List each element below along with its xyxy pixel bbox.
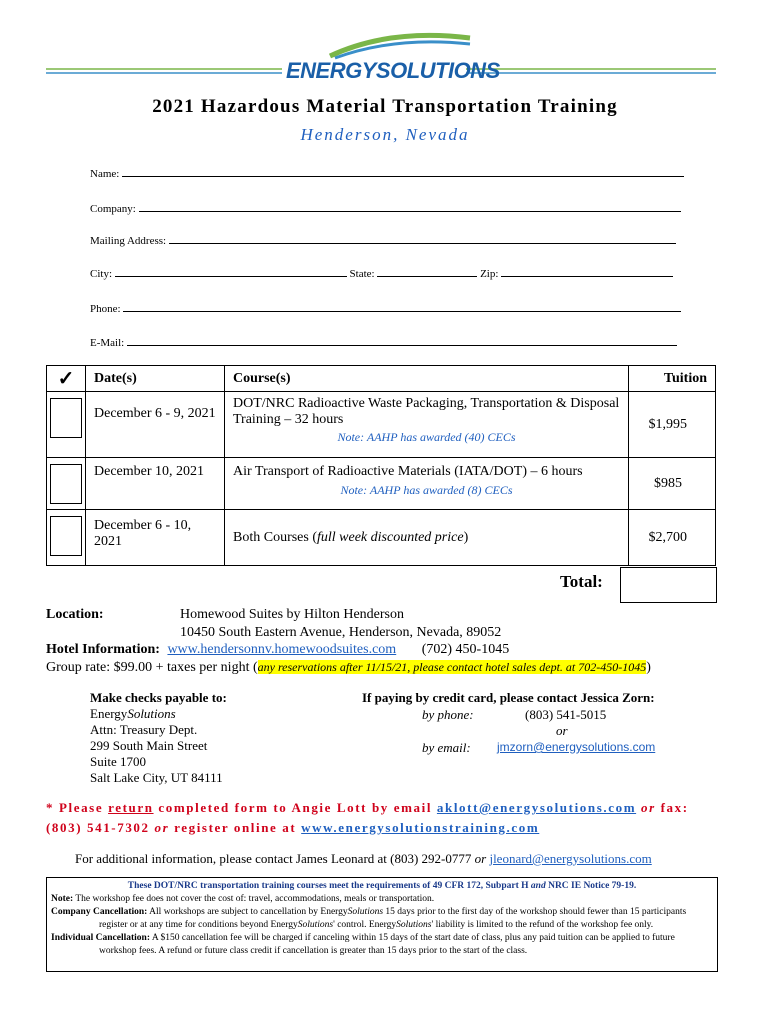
course-note: Note: AAHP has awarded (40) CECs <box>337 430 516 444</box>
phone-label: Phone: <box>90 303 121 315</box>
notice-box <box>46 877 718 972</box>
course-checkbox[interactable] <box>50 464 82 504</box>
credit-phone: (803) 541-5015 <box>525 707 607 722</box>
reservation-note-highlight: any reservations after 11/15/21, please contact hotel sales dept. at 702-450-1045 <box>257 660 647 674</box>
company-label: Company: <box>90 203 136 215</box>
checks-heading: Make checks payable to: <box>90 690 227 705</box>
total-field[interactable] <box>620 567 717 603</box>
email-label: E-Mail: <box>90 337 125 349</box>
notice-individual-cancellation: Individual Cancellation: A $150 cancellation fee will be charged if canceling within 15 days of the start date of class, plus any paid tuition can be applied to future workshop fees. A refund or future class credit if cancellation is greater than 15 days prior to the start of the class. <box>51 933 675 956</box>
checks-street: 299 South Main Street <box>90 738 208 753</box>
dates-header: Date(s) <box>86 366 225 392</box>
checks-block <box>90 690 227 786</box>
table-row <box>47 510 716 566</box>
mailing-address-field[interactable] <box>90 233 676 247</box>
table-header-row <box>47 366 716 392</box>
course-name: DOT/NRC Radioactive Waste Packaging, Transportation & Disposal Training – 32 hours <box>233 396 620 427</box>
course-tuition: $985 <box>629 458 716 510</box>
checks-suite: Suite 1700 <box>90 754 146 769</box>
group-rate-row: Group rate: $99.00 + taxes per night (any reservations after 11/15/21, please contact hotel sales dept. at 702-450-1045) <box>46 660 651 675</box>
credit-email-link[interactable]: jmzorn@energysolutions.com <box>497 740 656 754</box>
credit-by-phone-label: by phone: <box>422 707 474 722</box>
email-field[interactable] <box>90 335 677 349</box>
hotel-url-link[interactable]: www.hendersonnv.homewoodsuites.com <box>167 642 397 657</box>
notice-company-cancellation: Company Cancellation: All workshops are subject to cancellation by EnergySolutions 15 days prior to the first day of the workshop should fewer than 15 participants register or at any time for conditions beyond EnergySolutions' control. EnergySolutions' liability is limited to the refund of the workshop fee only. <box>51 907 687 930</box>
table-row <box>47 458 716 510</box>
checkmark-icon: ✓ <box>47 366 86 392</box>
course-checkbox-cell <box>47 458 86 510</box>
register-url-link[interactable]: www.energysolutionstraining.com <box>301 820 540 835</box>
page-subtitle: Henderson, Nevada <box>300 125 470 144</box>
hotel-info-row <box>46 642 509 658</box>
checks-city: Salt Lake City, UT 84111 <box>90 770 223 785</box>
course-cell <box>225 458 629 510</box>
courses-header: Course(s) <box>225 366 629 392</box>
course-date: December 6 - 9, 2021 <box>86 392 225 458</box>
total-label: Total: <box>560 572 603 591</box>
checks-attn: Attn: Treasury Dept. <box>90 722 198 737</box>
city-field[interactable] <box>115 266 347 277</box>
zip-label: Zip: <box>480 268 499 280</box>
group-rate-text: Group rate: $99.00 + taxes per night ( <box>46 660 258 675</box>
credit-or: or <box>556 723 568 738</box>
course-note: Note: AAHP has awarded (8) CECs <box>340 483 513 497</box>
course-tuition: $2,700 <box>629 510 716 566</box>
checks-company: EnergySolutions <box>90 706 176 721</box>
company-field[interactable] <box>90 201 681 215</box>
course-name: Both Courses (full week discounted price) <box>225 510 629 566</box>
phone-field[interactable] <box>90 301 681 315</box>
additional-info: For additional information, please contact James Leonard at (803) 292-0777 or jleonard@energysolutions.com <box>75 851 652 866</box>
name-field[interactable] <box>90 166 684 180</box>
course-checkbox-cell <box>47 510 86 566</box>
location-line1: Homewood Suites by Hilton Henderson <box>180 607 404 622</box>
state-field[interactable] <box>377 266 477 277</box>
course-table <box>46 365 716 566</box>
course-checkbox[interactable] <box>50 516 82 556</box>
mailing-label: Mailing Address: <box>90 235 167 247</box>
course-date: December 6 - 10, 2021 <box>86 510 225 566</box>
name-label: Name: <box>90 168 120 180</box>
notice-note: Note: The workshop fee does not cover the cost of: travel, accommodations, meals or transportation. <box>51 894 435 904</box>
course-checkbox-cell <box>47 392 86 458</box>
credit-by-email-label: by email: <box>422 740 471 755</box>
course-tuition: $1,995 <box>629 392 716 458</box>
table-row <box>47 392 716 458</box>
course-name: Air Transport of Radioactive Materials (IATA/DOT) – 6 hours <box>233 464 583 479</box>
location-label: Location: <box>46 607 104 622</box>
hotel-phone: (702) 450-1045 <box>421 642 510 657</box>
page-title: 2021 Hazardous Material Transportation Training <box>152 96 618 117</box>
course-date: December 10, 2021 <box>86 458 225 510</box>
return-line-2: (803) 541-7302 or register online at www.energysolutionstraining.com <box>46 820 540 835</box>
credit-heading: If paying by credit card, please contact Jessica Zorn: <box>362 690 655 705</box>
course-cell <box>225 392 629 458</box>
notice-headline: These DOT/NRC transportation training courses meet the requirements of 49 CFR 172, Subpart H and NRC IE Notice 79-19. <box>127 881 637 891</box>
state-label: State: <box>349 268 375 280</box>
logo-text: ENERGYSOLUTIONS <box>286 58 500 83</box>
return-email-link[interactable]: aklott@energysolutions.com <box>436 800 637 815</box>
city-state-zip-row <box>90 266 673 280</box>
hotel-label: Hotel Information: <box>46 642 160 657</box>
city-label: City: <box>90 268 113 280</box>
return-line-1: * Please return completed form to Angie Lott by email aklott@energysolutions.com or fax: <box>46 800 689 815</box>
tuition-header: Tuition <box>629 366 716 392</box>
location-line2: 10450 South Eastern Avenue, Henderson, Nevada, 89052 <box>180 625 502 640</box>
company-logo <box>0 28 770 88</box>
zip-field[interactable] <box>501 266 673 277</box>
course-checkbox[interactable] <box>50 398 82 438</box>
additional-email-link[interactable]: jleonard@energysolutions.com <box>489 851 652 866</box>
